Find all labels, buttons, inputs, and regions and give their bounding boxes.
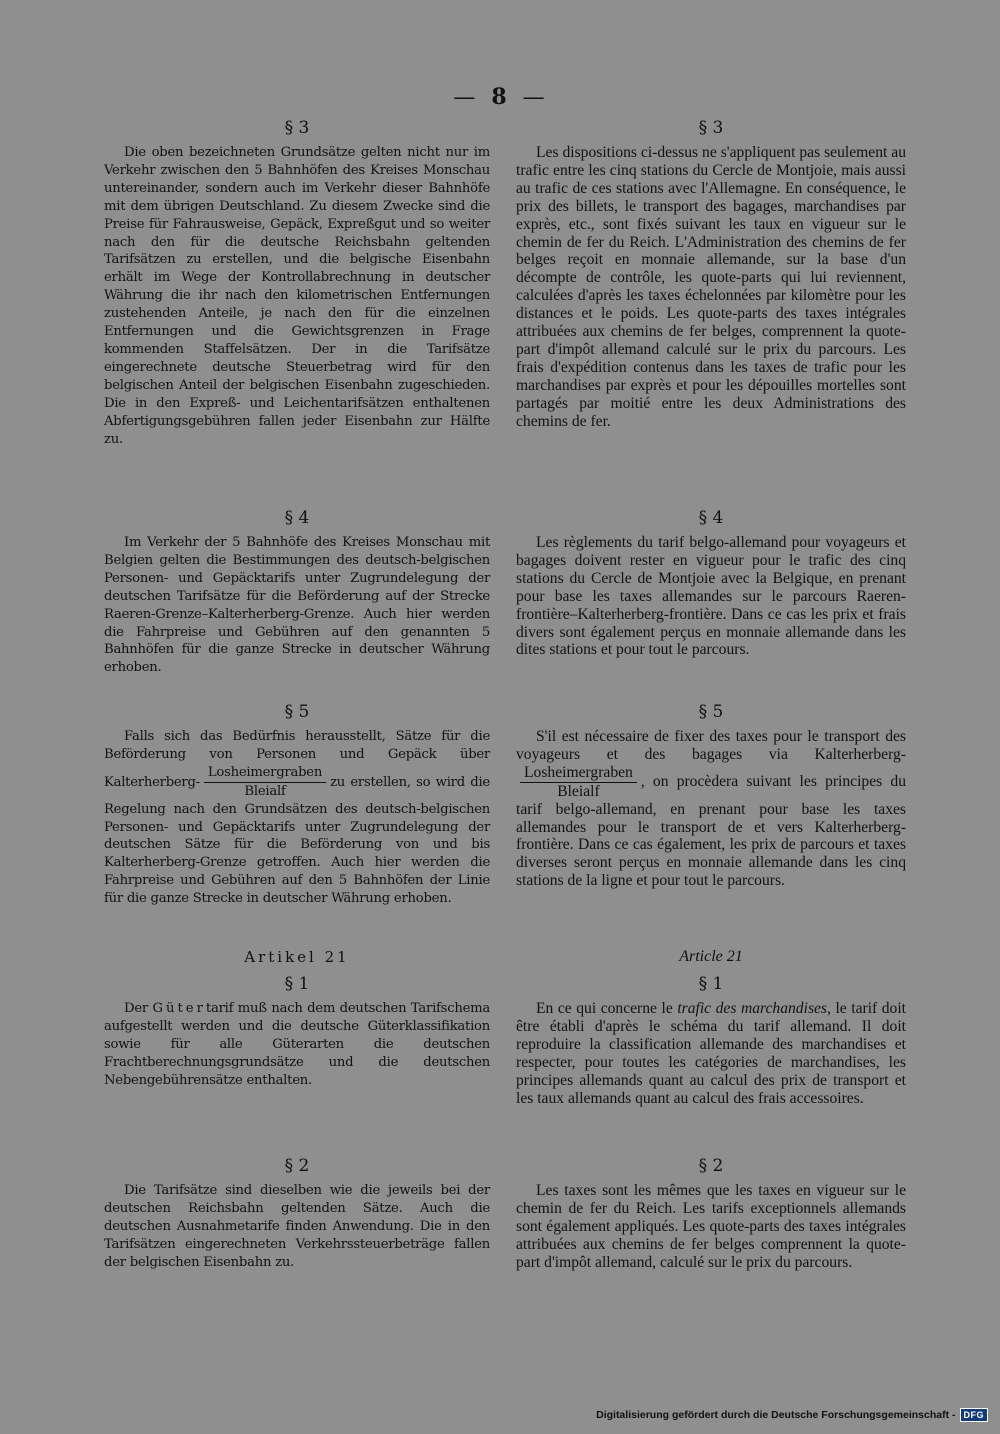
french-article-21-section-2-text: Les taxes sont les mêmes que les taxes en vigueur sur le chemin de fer du Reich. Les tarifs exceptionnels allemands sont également appliqués. Les quote-parts des taxes intégrales attribuées aux chemins de fer belges comprennent la quote-part d'impôt allemand, calculé sur le prix du parcours. [516, 1182, 906, 1271]
german-article-21 [104, 948, 490, 1090]
german-fraction-denominator: Bleialf [244, 783, 286, 799]
german-a21s1-before: Der [124, 1001, 148, 1016]
german-article-21-section-2-heading: § 2 [284, 1156, 310, 1176]
german-section-5-text-before: Falls sich das Bedürfnis herausstellt, Sätze für die Beförderung von Personen und Gepäck über Kalterherberg- [104, 729, 490, 790]
german-section-5-text-after: zu erstellen, so wird die Regelung nach den Grundsätzen des deutsch-belgischen Personen- und Gepäcktarifs unter Zugrundelegung der deutschen Sätze für die Beförderung von und bis Kalterherberg-Grenze getroffen. Auch hier werden die Fahrpreise und Gebühren auf den 5 Bahnhöfen der Linie für die ganze Strecke in deutscher Währung erhoben. [104, 774, 490, 907]
french-section-4-heading: § 4 [698, 508, 724, 528]
dfg-logo: DFG [960, 1408, 989, 1422]
german-section-3-text: Die oben bezeichneten Grundsätze gelten nicht nur im Verkehr zwischen den 5 Bahnhöfen des Kreises Monschau untereinander, sondern auch im Verkehr dieser Bahnhöfe mit dem übrigen Deutschland. Zu diesem Zwecke sind die Preise für Fahrausweise, Gepäck, Expreßgut und so weiter nach den für die deutsche Reichsbahn geltenden Tarifsätzen zu erstellen, und die belgische Eisenbahn erhält im Wege der Kontrollabrechnung in deutscher Währung die ihr nach den kilometrischen Entfernungen zustehenden Anteile, je nach den für die einzelnen Entfernungen und die Gewichtsgrenzen in Frage kommenden Staffelsätzen. Der in die Tarifsätze eingerechnete deutsche Steuerbetrag wird für den belgischen Anteil der belgischen Eisenbahn zugeschieden. Die in den Expreß- und Leichentarifsätzen enthaltenen Abfertigungsgebühren fallen jeder Eisenbahn zur Hälfte zu. [104, 145, 490, 447]
french-a21s1-after: le tarif doit être établi d'après le schéma du tarif allemand. Il doit reproduire la classification allemande des marchandises et respecter, pour toutes les catégories de marchandises, les principes allemands quant au calcul des prix de transport et les taux allemands quant au calcul des frais accessoires. [516, 1000, 907, 1107]
german-article-21-section-1-text [104, 1000, 490, 1090]
german-a21s1-after: tarif muß nach dem deutschen Tarifschema aufgestellt werden und die deutsche Güterklassifikation sowie für alle Güterarten die deutschen Frachtberechnungsgrundsätze und die deutschen Nebengebührensätze enthalten. [104, 1001, 490, 1088]
german-section-3 [104, 118, 490, 448]
french-section-4 [516, 508, 906, 659]
french-fraction-numerator: Losheimergraben [520, 764, 637, 783]
french-section-5-heading: § 5 [698, 702, 724, 722]
french-article-21 [516, 948, 906, 1107]
german-section-3-heading: § 3 [284, 118, 310, 138]
french-article-21-title: Article 21 [679, 948, 743, 965]
french-article-21-section-2 [516, 1156, 906, 1272]
french-fraction-denominator: Bleialf [557, 782, 600, 800]
french-article-21-section-1-text [516, 1000, 906, 1107]
french-section-5-text-after: , on procèdera suivant les principes du tarif belgo-allemand, en prenant pour base les taxes allemandes pour le transport de et vers Kalterherberg-frontière. Dans ce cas également, les prix de parcours et taxes diverses seront perçus en monnaie allemande dans les cinq stations de la ligne et pour tout le parcours. [516, 772, 906, 890]
german-section-4-text: Im Verkehr der 5 Bahnhöfe des Kreises Monschau mit Belgien gelten die Bestimmungen des deutsch-belgischen Personen- und Gepäcktarifs unter Zugrundelegung der deutschen Tarifsätze für die Beförderung auf der Strecke Raeren-Grenze–Kalterherberg-Grenze. Auch hier werden die Fahrpreise und Gebühren auf den genannten 5 Bahnhöfen für die ganze Strecke in deutscher Währung erhoben. [104, 535, 490, 676]
french-section-3-text: Les dispositions ci-dessus ne s'appliquent pas seulement au trafic entre les cinq stations du Cercle de Montjoie, mais aussi au trafic de ces stations avec l'Allemagne. En conséquence, le prix des billets, le transport des bagages, marchandises par exprès, etc., sont fixés suivant les taux en vigueur sur le chemin de fer du Reich. L'Administration des chemins de fer belges reçoit en monnaie allemande, sur la base d'un décompte de contrôle, les quote-parts qui lui reviennent, calculées d'après les taxes échelonnées par kilomètre pour les distances et le poids. Les quote-parts des taxes intégrales attribuées aux chemins de fer belges, comprennent la quote-part d'impôt allemand calculé sur le prix du parcours. Les frais d'expédition contenus dans les taxes de trafic pour les marchandises par exprès et pour les dépouilles mortelles sont partagés par moitié entre les deux Administrations des chemins de fer. [516, 144, 906, 430]
french-section-5-text-before: S'il est nécessaire de fixer des taxes pour le transport des voyageurs et des bagages via Kalterherberg- [516, 728, 906, 763]
german-section-5-heading: § 5 [284, 702, 310, 722]
digitization-credit [596, 1408, 988, 1422]
page-number-dash-right: — [522, 85, 547, 110]
page-number-dash-left: — [453, 85, 478, 110]
german-section-4-heading: § 4 [284, 508, 310, 528]
german-article-21-title: Artikel 21 [244, 948, 350, 966]
digitization-credit-text: Digitalisierung gefördert durch die Deutsche Forschungsgemeinschaft - [596, 1409, 956, 1421]
german-article-21-section-2-text: Die Tarifsätze sind dieselben wie die jeweils bei der deutschen Reichsbahn geltenden Sätze. Auch die deutschen Ausnahmetarife finden Anwendung. Die in den Tarifsätzen eingerechneten Verkehrssteuerbeträge fallen der belgischen Eisenbahn zu. [104, 1183, 490, 1270]
french-section-5 [516, 702, 906, 890]
french-article-21-section-1-heading: § 1 [698, 974, 724, 994]
french-section-3 [516, 118, 906, 431]
page-number [0, 84, 1000, 110]
french-article-21-section-2-heading: § 2 [698, 1156, 724, 1176]
german-fraction-numerator: Losheimergraben [204, 764, 326, 783]
french-route-fraction [520, 764, 637, 801]
german-route-fraction [204, 764, 326, 801]
french-a21s1-before: En ce qui concerne le [536, 1000, 673, 1017]
page-number-value: 8 [491, 84, 509, 110]
german-article-21-section-1-heading: § 1 [284, 974, 310, 994]
german-section-4 [104, 508, 490, 677]
french-a21s1-italic: trafic des marchandises, [677, 1000, 831, 1017]
german-a21s1-spaced: Güter [152, 1001, 206, 1016]
german-article-21-section-2 [104, 1156, 490, 1272]
french-section-3-heading: § 3 [698, 118, 724, 138]
german-section-5-text [104, 728, 490, 908]
german-section-5 [104, 702, 490, 908]
french-section-5-text [516, 728, 906, 890]
french-section-4-text: Les règlements du tarif belgo-allemand pour voyageurs et bagages doivent rester en vigueur pour le trafic des cinq stations du Cercle de Montjoie avec la Belgique, en prenant pour base les taxes allemandes sur le parcours Raeren-frontière–Kalterherberg-frontière. Dans ce cas les prix et frais divers sont également perçus en monnaie allemande dans les dites stations et pour tout le parcours. [516, 534, 906, 659]
